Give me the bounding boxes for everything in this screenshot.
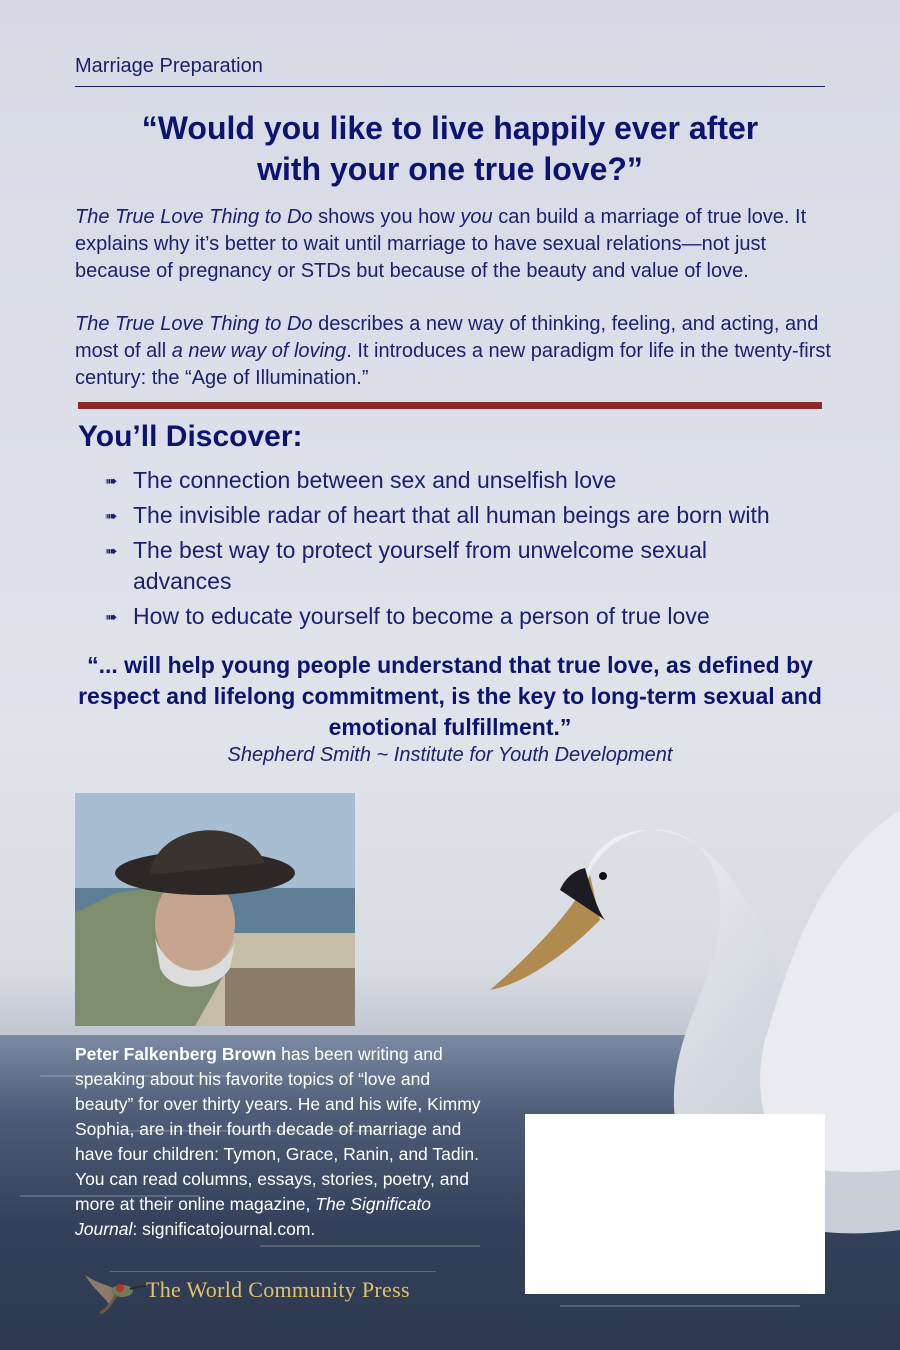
arrow-bullet-icon: ➠ [105,508,118,525]
publisher-name: The World Community Press [146,1277,410,1302]
publisher-rule [110,1271,436,1272]
discover-item: ➠ The connection between sex and unselfish love [105,465,825,497]
publisher-logo [80,1265,440,1315]
author-photo [75,793,355,1026]
intro-paragraph-2: The True Love Thing to Do describes a new way of thinking, feeling, and acting, and most of all a new way of loving. It introduces a new paradigm for life in the twenty-first century: the “Age of Illumination.” [75,313,831,389]
arrow-bullet-icon: ➠ [105,473,118,490]
discover-item: ➠ The best way to protect yourself from unwelcome sexual advances [105,537,707,594]
discover-item: ➠ How to educate yourself to become a person of true love [105,601,825,633]
arrow-bullet-icon: ➠ [105,543,118,560]
author-bio: Peter Falkenberg Brown has been writing and speaking about his favorite topics of “love and beauty” for over thirty years. He and his wife, Kimmy Sophia, are in their fourth decade of marriage and have four children: Tymon, Grace, Ranin, and Tadin. You can read columns, essays, stories, poetry, and more at their online magazine, The Significato Journal: significatojournal.com. [75,1044,481,1239]
divider-rule [78,402,822,409]
book-title: The True Love Thing to Do [75,206,313,228]
top-rule [75,86,825,87]
book-title: The True Love Thing to Do [75,313,313,335]
section-label: Marriage Preparation [75,55,263,77]
arrow-bullet-icon: ➠ [105,609,118,626]
discover-item: ➠ The invisible radar of heart that all human beings are born with [105,500,825,532]
headline-line-2: with your one true love?” [257,151,643,187]
endorsement-quote: “... will help young people understand that true love, as defined by respect and lifelong commitment, is the key to long-term sexual and emotional fulfillment.” [78,652,822,740]
author-name: Peter Falkenberg Brown [75,1044,277,1064]
hummingbird-icon [80,1265,150,1315]
endorsement-attribution: Shepherd Smith ~ Institute for Youth Development [227,744,673,766]
author-photo-art [75,793,355,1026]
intro-paragraph-1: The True Love Thing to Do shows you how you can build a marriage of true love. It explains why it’s better to wait until marriage to have sexual relations—not just because of pregnancy or STDs but because of the beauty and value of love. [75,206,807,282]
discover-heading: You’ll Discover: [78,420,303,453]
barcode-area [525,1114,825,1294]
headline-line-1: “Would you like to live happily ever after [141,110,759,146]
